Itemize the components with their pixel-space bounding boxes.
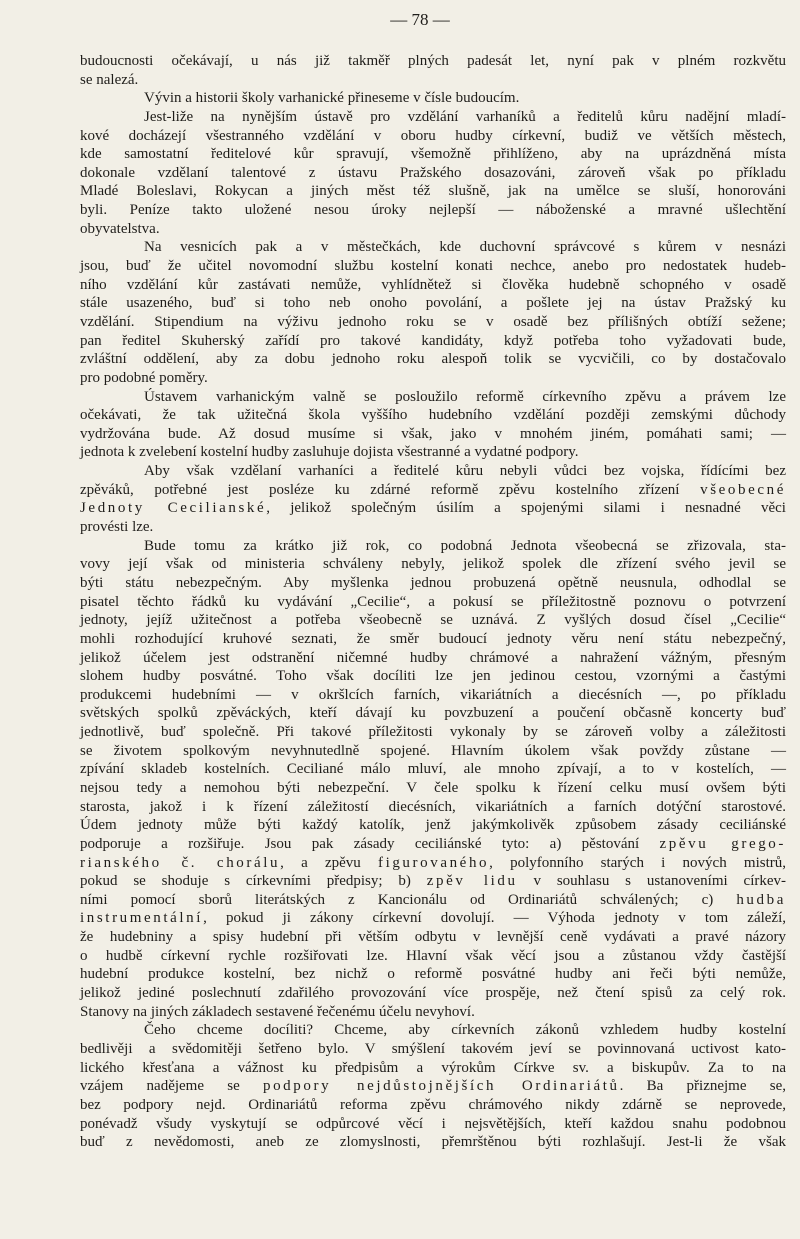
text-line: produkcemi hudebními — v okršlcích farních, vikariátních a diecésních —, po příkladu — [80, 686, 786, 703]
emphasized-text: podpory nejdůstojnějších Ordinariátů — [262, 1078, 620, 1095]
text-line: vydržována bude. Až dosud musíme si však, jako v mnohém jiném, pomáhati sami; — — [80, 425, 786, 442]
text-line: kde samostatní ředitelové kůr spravují, všemožně přihlíženo, aby na uprázdněná místa — [80, 146, 786, 163]
text-line: jelikož jediné poslechnutí zdařilého provozování více prospěje, než čtení spisů za celý rok. — [80, 985, 786, 1002]
text-line: očekávati, že tak užitečná škola vyššího hudebního vzdělání později zemskými důchody — [80, 407, 786, 424]
text-line — [80, 872, 786, 891]
text-line: jednotlivě, buď společně. Při takové příležitosti vykonaly by se zároveň volby a záležitosti — [80, 724, 786, 741]
text-line: Bude tomu za krátko již rok, co podobná Jednota všeobecná se zřizovala, sta- — [144, 537, 786, 554]
emphasized-text: Jednoty Cecilianské — [80, 500, 267, 517]
text-segment: . Ba přiznejme se, — [619, 1078, 786, 1095]
body-text — [80, 52, 786, 1152]
text-line: se nalezá. — [80, 71, 139, 88]
text-line: byli. Peníze takto uložené nesou úroky nejlepší — náboženské a mravné ušlechtění — [80, 202, 786, 219]
text-line: pisatel těchto řádků ku vydávání „Cecilie“, a pokusí se příležitostně poznovu o potvrzení — [80, 593, 786, 610]
text-line: Stanovy na jiných základech sestavené řečenému účelu nevyhoví. — [80, 1003, 475, 1020]
text-line: světských spolků zpěváckých, kteří dávají ku povzbuzení a poučení občasně koncerty buď — [80, 705, 786, 722]
text-line: jednota k zvelebení kostelní hudby zasluhuje dojista všestranné a vydatné podpory. — [80, 444, 579, 461]
text-line: jelikož účelem jest odstranění ničemné hudby chrámové a nahražení vážným, přesným — [80, 649, 786, 666]
emphasized-text: všeobecné — [700, 481, 786, 498]
text-line: hudební produkce kostelní, bez nichž o reformě posvátné hudby ani řeči býti nemůže, — [80, 966, 786, 983]
text-line: buď z nevědomosti, aneb ze zlomyslnosti, přemrštěnou býti rozhlašují. Jest-li že však — [80, 1134, 786, 1151]
text-segment: pokud se shoduje s církevními předpisy; b) — [80, 873, 427, 890]
text-line: Aby však vzdělaní varhaníci a ředitelé kůru nebyli vůdci bez vojska, řídícími bez — [144, 463, 786, 480]
text-line: zvláštní oddělení, aby za dobu jednoho roku alespoň tolik se vycvičili, co by dostačovalo — [80, 351, 786, 368]
emphasized-text: hudba — [736, 891, 786, 908]
text-line: pro podobné poměry. — [80, 369, 208, 386]
text-line: jednoty, jejíž užitečnost a potřeba všeobecně se uznává. Z vyšlých dosud čísel „Cecilie“ — [80, 612, 786, 629]
text-line — [80, 481, 786, 500]
text-line: vzdělání. Stipendium na výživu jednoho roku se v osadě bez přílišných obtíží sežene; — [80, 313, 786, 330]
text-segment: vzájem nadějeme se — [80, 1078, 263, 1095]
text-line: bez podpory nejd. Ordinariátů reforma zpěvu chrámového nikdy zdárně se neprovede, — [80, 1096, 786, 1113]
emphasized-text: figurovaného — [377, 854, 490, 871]
text-line: Jest-liže na nynějším ústavě pro vzdělání varhaníků a ředitelů kůru nadějní mladí- — [144, 108, 786, 125]
emphasized-text: zpěvu grego- — [659, 835, 786, 852]
text-line: Mladé Boleslavi, Rokycan a jiných měst též slušně, jak na umělce se sluší, honorováni — [80, 183, 786, 200]
text-line — [80, 854, 786, 873]
text-segment: zpěváků, potřebné jest posléze ku zdárné reformě zpěvu kostelního zřízení — [80, 481, 701, 498]
text-line: jsou, buď že učitel novomodní službu kostelní konati nechce, anebo pro nedostatek hudeb- — [80, 258, 786, 275]
emphasized-text: rianského č. chorálu — [80, 854, 281, 871]
text-line: Na vesnicích pak a v městečkách, kde duchovní správcové s kůrem v nesnázi — [144, 239, 786, 256]
text-line: ního vzdělání kůr zastávati nemůže, vyhlídnětež si člověka hudebně schopného v osadě — [80, 276, 786, 293]
text-line: o hudbě církevní rychle rozšiřovati lze. Hlavní však věcí jsou a zůstanou vždy častější — [80, 947, 786, 964]
text-line: býti státu nebezpečným. Aby myšlenka jednou probuzená opětně neusnula, odhodlal se — [80, 574, 786, 591]
emphasized-text: zpěv lidu — [426, 873, 518, 890]
text-segment: v souhlasu s ustanoveními církev- — [517, 873, 787, 890]
text-segment: , a zpěvu — [280, 854, 378, 871]
text-line: budoucnosti očekávají, u nás již takměř plných padesát let, nyní pak v plném rozkvětu — [80, 53, 786, 69]
text-line — [80, 499, 786, 518]
text-line: kové docházejí všestranného vzdělání v oboru hudby církevní, budiž ve větších městech, — [80, 127, 786, 144]
text-line: obyvatelstva. — [80, 220, 160, 237]
emphasized-text: instrumentální — [80, 910, 204, 927]
text-line: lického křesťana a vážnost ku předpisům a výrokům Církve sv. a biskupův. Za to na — [80, 1059, 786, 1076]
text-line — [80, 909, 786, 928]
text-line: že hudebniny a spisy hudební při větším odbytu v levnější ceně vydávati a pravé názory — [80, 929, 786, 946]
text-line — [80, 1077, 786, 1096]
text-line: bedlivěji a svědomitěji šetřeno bylo. V smýšlení takovém jeví se povinnovaná uctivost kato- — [80, 1040, 786, 1057]
text-segment: ními pomocí sborů literátských z Kancionálu od Ordinariátů schválených; c) — [80, 891, 737, 908]
text-line: ponévadž všudy vyskytují se odpůrcové věcí i nejsvětějších, kteří každou snahu podobnou — [80, 1115, 786, 1132]
text-line: Údem jednoty může býti každý katolík, jenž jakýmkolivěk způsobem zásady ceciliánské — [80, 817, 786, 834]
page-number: — 78 — — [390, 10, 450, 29]
text-segment: , pokud ji zákony církevní dovolují. — Výhoda jednoty v tom záleží, — [203, 910, 786, 927]
text-line — [80, 891, 786, 910]
text-line: nejsou tedy a nemohou býti nebezpeční. V čele spolku k řízení celku musí ovšem býti — [80, 779, 786, 796]
text-line: Vývin a historii školy varhanické přineseme v čísle budoucím. — [144, 90, 520, 107]
text-segment: , jelikož společným úsilím a spojenými silami i nesnadné věci — [266, 500, 786, 517]
text-segment: , polyfonního starých i nových mistrů, — [489, 854, 786, 871]
text-line: stále usazeného, buď si toho neb onoho povolání, a pošlete jej na ústav Pražský ku — [80, 295, 786, 312]
text-line: slohem hudby posvátné. Toho však docíliti lze jen jedinou cestou, vzornými a častými — [80, 668, 786, 685]
text-line: mohli rozhodující kruhové seznati, že směr budoucí jednoty věru není státu nebezpečný, — [80, 630, 786, 647]
text-line: zpívání skladeb kostelních. Ceciliané málo mluví, ale mnoho zpívají, a to v kostelích, — — [80, 761, 786, 778]
text-line: starosta, jakož i k řízení záležitostí diecésních, vikariátních a farních dotýční starostové. — [80, 798, 786, 815]
text-segment: podporuje a rozšiřuje. Jsou pak zásady ceciliánské tyto: a) pěstování — [80, 835, 660, 852]
text-line: dokonale vzdělaní talentové z ústavu Pražského dosazováni, zároveň však po příkladu — [80, 164, 786, 181]
text-line: vovy její však od ministeria schváleny nebyly, jelikož spolek dle zřízení svého jevil se — [80, 556, 786, 573]
text-line: Čeho chceme docíliti? Chceme, aby církevních zákonů vzhledem hudby kostelní — [144, 1022, 786, 1039]
text-line: se životem spolkovým nevyhnutedlně spojené. Hlavním úkolem však povždy zůstane — — [80, 742, 786, 759]
text-line: pan ředitel Skuherský zařídí pro takové kandidáty, když potřeba toho vyžadovati bude, — [80, 332, 786, 349]
text-line — [80, 835, 786, 854]
text-line: Ústavem varhanickým valně se posloužilo reformě církevního zpěvu a právem lze — [144, 388, 786, 405]
text-line: provésti lze. — [80, 519, 154, 536]
